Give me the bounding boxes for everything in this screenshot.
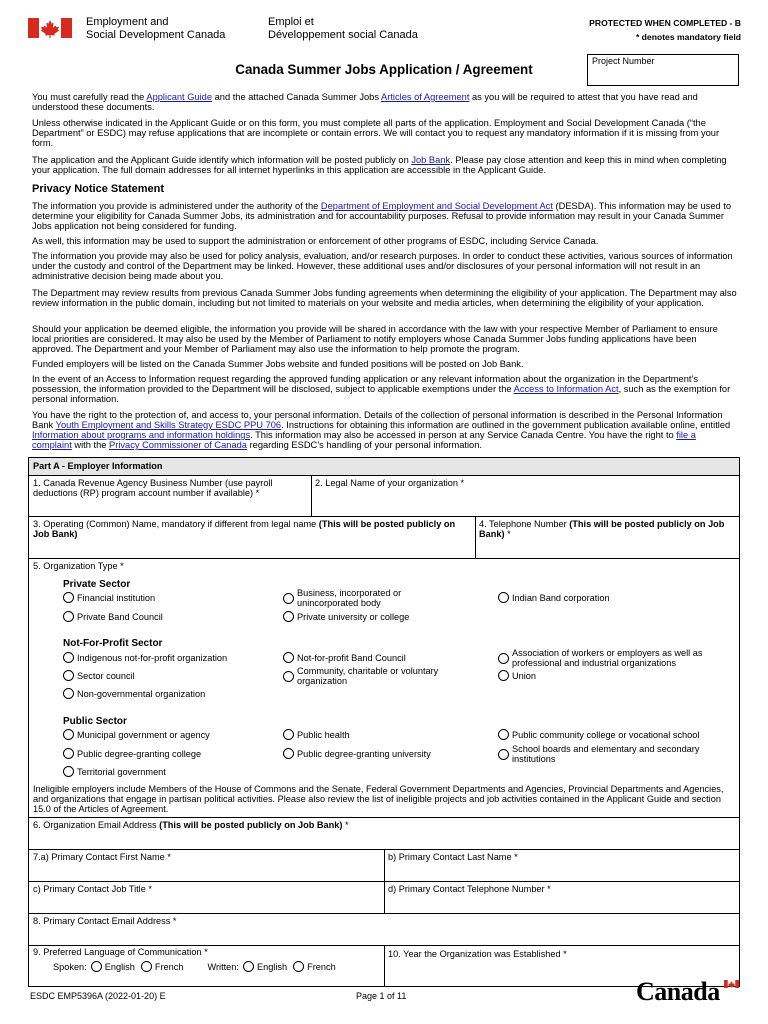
radio-button[interactable] <box>63 652 74 663</box>
text: , such as the exemption for personal information. <box>32 384 731 404</box>
department-fr-line1: Emploi et <box>268 16 314 28</box>
text: with the <box>71 440 110 450</box>
privacy-paragraph-4: The Department may review results from previous Canada Summer Jobs funding agreements when determining the eligibility of your application. The Department may also review information in the public domain, including but not limited to materials on your website and media articles, when determining the eligibility of your application. <box>32 288 737 308</box>
info-programs-link[interactable]: Information about programs and information holdings <box>32 430 251 440</box>
telephone-field[interactable] <box>479 519 735 539</box>
divider <box>311 475 312 516</box>
privacy-paragraph-2: As well, this information may be used to support the administration or enforcement of other programs of ESDC, including Service Canada. <box>32 236 599 246</box>
written-french-radio[interactable] <box>293 961 304 972</box>
option-label: Community, charitable or voluntary organization <box>297 666 439 686</box>
text: 4. Telephone Number <box>479 519 570 529</box>
radio-button[interactable] <box>63 592 74 603</box>
intro-paragraph-1 <box>32 92 738 112</box>
opt-private-band-council[interactable] <box>63 611 163 622</box>
option-label: Indigenous not-for-profit organization <box>77 652 228 663</box>
opt-sector-council[interactable] <box>63 670 135 681</box>
protected-label: PROTECTED WHEN COMPLETED - B <box>589 18 741 28</box>
spoken-label: Spoken: <box>53 961 87 972</box>
page-title: Canada Summer Jobs Application / Agreement <box>235 62 533 77</box>
radio-button[interactable] <box>283 748 294 759</box>
divider <box>384 849 385 913</box>
page-number: Page 1 of 11 <box>356 991 407 1001</box>
desda-link[interactable]: Department of Employment and Social Development Act <box>320 201 553 211</box>
radio-button[interactable] <box>498 749 509 760</box>
contact-last-name-field[interactable]: b) Primary Contact Last Name * <box>388 852 518 862</box>
option-label: Union <box>512 670 537 681</box>
radio-button[interactable] <box>63 670 74 681</box>
privacy-paragraph-6: Funded employers will be listed on the Canada Summer Jobs website and funded positions will be posted on Job Bank. <box>32 359 524 369</box>
text: In the event of an Access to Information request regarding the approved funding application or any relevant information about the organization in the Department’s possession, the information provided to the Department will be disclosed, subject to applicable exemptions under the <box>32 374 699 394</box>
canada-wordmark: Canada <box>636 977 720 1006</box>
text: . This information may also be accessed in person at any Service Canada Centre. You have the right to <box>250 430 677 440</box>
opt-public-health[interactable] <box>283 729 350 740</box>
divider <box>29 913 739 914</box>
year-established-field[interactable]: 10. Year the Organization was Established * <box>388 949 567 959</box>
contact-telephone-field[interactable]: d) Primary Contact Telephone Number * <box>388 884 551 894</box>
opt-municipal[interactable] <box>63 729 210 740</box>
project-number-label: Project Number <box>592 56 655 66</box>
organization-type-label: 5. Organization Type * <box>33 561 124 571</box>
divider <box>29 475 739 476</box>
text: regarding ESDC’s handling of your personal information. <box>246 440 482 450</box>
privacy-heading: Privacy Notice Statement <box>32 183 165 195</box>
text: * <box>342 820 349 830</box>
department-en-line1: Employment and <box>86 16 169 28</box>
nfp-sector-heading: Not-For-Profit Sector <box>63 638 163 649</box>
text: and the attached Canada Summer Jobs <box>212 92 382 102</box>
opt-private-university[interactable] <box>283 611 409 622</box>
option-label: Territorial government <box>77 766 166 777</box>
radio-button[interactable] <box>498 653 509 664</box>
department-en-line2: Social Development Canada <box>86 29 226 41</box>
opt-association[interactable] <box>498 648 718 668</box>
written-english-radio[interactable] <box>243 961 254 972</box>
text: (DESDA). This information may be used to determine your eligibility for Canada Summer Jobs, its administration and for accountability purposes. Refusal to provide information may result in your Canada Summer Jobs application not being considered for funding. <box>32 201 732 231</box>
opt-school-boards[interactable] <box>498 744 723 764</box>
opt-degree-university[interactable] <box>283 748 431 759</box>
written-label: Written: <box>207 961 239 972</box>
part-a-title: Part A - Employer Information <box>33 461 163 471</box>
opt-community[interactable] <box>283 666 463 686</box>
divider <box>29 817 739 818</box>
opt-union[interactable] <box>498 670 536 681</box>
privacy-commissioner-link[interactable]: Privacy Commissioner of Canada <box>109 440 247 450</box>
privacy-paragraph-5: Should your application be deemed eligible, the information you provide will be shared in accordance with the law with your respective Member of Parliament to ensure local priorities are considered. It may also be used by the Member of Parliament to notify employers whose Canada Summer Jobs funding applications have been approved. The Department and your Member of Parliament may also use the information to help promote the program. <box>32 324 718 354</box>
option-label: French <box>307 961 336 972</box>
radio-button[interactable] <box>498 670 509 681</box>
divider <box>29 516 739 517</box>
intro-paragraph-2: Unless otherwise indicated in the Applicant Guide or on this form, you must complete all parts of the application. Employment and Social Development Canada (“the Department” or ESDC) may refuse applications that are incomplete or contain errors. We will contact you to request any mandatory information if it is missing from your form. <box>32 118 720 148</box>
radio-button[interactable] <box>63 611 74 622</box>
text: (This will be posted publicly on Job Bank) <box>159 820 343 830</box>
option-label: Public health <box>297 729 350 740</box>
opt-indigenous-nfp[interactable] <box>63 652 227 663</box>
canada-flag-icon <box>28 18 72 38</box>
spoken-french-radio[interactable] <box>141 961 152 972</box>
department-name-fr <box>268 16 418 42</box>
divider <box>384 945 385 987</box>
radio-button[interactable] <box>63 688 74 699</box>
option-label: Private Band Council <box>77 611 163 622</box>
text: (This will be posted publicly on Job Bank) <box>479 519 725 539</box>
option-label: Public degree-granting college <box>77 748 202 759</box>
department-fr-line2: Développement social Canada <box>268 29 418 41</box>
radio-button[interactable] <box>63 748 74 759</box>
option-label: Association of workers or employers as well as professional and industrial organizations <box>512 648 703 668</box>
text: 3. Operating (Common) Name, mandatory if different from legal name <box>33 519 319 529</box>
divider <box>29 558 739 559</box>
ineligible-note: Ineligible employers include Members of the House of Commons and the Senate, Federal Government Departments and Agencies, Provincial Departments and Agencies, and organizations that engage in partisan political activities. Please also review the list of ineligible projects and job activities contained in the Applicant Guide and section 15.0 of the Articles of Agreement. <box>33 784 724 814</box>
option-label: Financial institution <box>77 592 156 603</box>
radio-button[interactable] <box>498 592 509 603</box>
intro-paragraph-3 <box>32 155 738 175</box>
opt-degree-college[interactable] <box>63 748 201 759</box>
opt-territorial[interactable] <box>63 766 166 777</box>
text: 6. Organization Email Address <box>33 820 160 830</box>
opt-nfp-band-council[interactable] <box>283 652 406 663</box>
option-label: Non-governmental organization <box>77 688 206 699</box>
option-label: English <box>104 961 135 972</box>
option-label: Business, incorporated or unincorporated body <box>297 588 402 608</box>
opt-business[interactable] <box>283 588 443 608</box>
opt-financial-institution[interactable] <box>63 592 155 603</box>
radio-button[interactable] <box>283 611 294 622</box>
legal-name-field[interactable]: 2. Legal Name of your organization * <box>315 478 465 488</box>
text: . Instructions for obtaining this information are outlined in the government publication available online, entitled <box>281 420 731 430</box>
privacy-paragraph-8 <box>32 410 738 450</box>
radio-button[interactable] <box>283 671 294 682</box>
option-label: English <box>256 961 288 972</box>
option-label: French <box>154 961 184 972</box>
access-to-information-link[interactable]: Access to Information Act <box>513 384 619 394</box>
text: The application and the Applicant Guide identify which information will be posted publicly on <box>32 155 412 165</box>
articles-of-agreement-link[interactable]: Articles of Agreement <box>381 92 470 102</box>
text: You have the right to the protection of, and access to, your personal information. Details of the collection of personal information is described in the Personal Information Bank <box>32 410 723 430</box>
org-email-field[interactable] <box>33 820 733 830</box>
language-options <box>53 961 336 972</box>
part-a-form <box>28 457 740 987</box>
applicant-guide-link[interactable]: Applicant Guide <box>146 92 213 102</box>
option-label: School boards and elementary and secondary institutions <box>512 744 700 764</box>
mandatory-note: * denotes mandatory field <box>635 32 741 42</box>
option-label: Indian Band corporation <box>512 592 610 603</box>
yess-bank-link[interactable]: Youth Employment and Skills Strategy ESDC PPU 706 <box>55 420 282 430</box>
business-number-field[interactable]: 1. Canada Revenue Agency Business Number (use payroll deductions (RP) program account number if available) * <box>33 478 273 498</box>
text: You must carefully read the <box>32 92 147 102</box>
option-label: Municipal government or agency <box>77 729 210 740</box>
divider <box>475 516 476 558</box>
radio-button[interactable] <box>63 766 74 777</box>
text: * <box>504 529 511 539</box>
job-bank-link[interactable]: Job Bank <box>411 155 451 165</box>
text: The information you provide is administered under the authority of the <box>32 201 321 211</box>
contact-first-name-field[interactable]: 7.a) Primary Contact First Name * <box>33 852 171 862</box>
department-name-en <box>86 16 225 42</box>
private-sector-heading: Private Sector <box>63 579 131 590</box>
text: (This will be posted publicly on Job Bank) <box>33 519 456 539</box>
option-label: Public degree-granting university <box>297 748 431 759</box>
opt-public-college[interactable] <box>498 729 699 740</box>
privacy-paragraph-1 <box>32 201 738 231</box>
option-label: Public community college or vocational school <box>512 729 700 740</box>
option-label: Private university or college <box>297 611 410 622</box>
option-label: Not-for-profit Band Council <box>297 652 406 663</box>
spoken-english-radio[interactable] <box>91 961 102 972</box>
radio-button[interactable] <box>498 729 509 740</box>
operating-name-field[interactable] <box>33 519 463 539</box>
file-complaint-link[interactable]: file a complaint <box>32 430 696 450</box>
preferred-language-label: 9. Preferred Language of Communication * <box>33 947 208 957</box>
form-code: ESDC EMP5396A (2022-01-20) E <box>30 991 166 1001</box>
radio-button[interactable] <box>283 729 294 740</box>
contact-email-field[interactable]: 8. Primary Contact Email Address * <box>33 916 177 926</box>
option-label: Sector council <box>77 670 135 681</box>
radio-button[interactable] <box>283 652 294 663</box>
radio-button[interactable] <box>63 729 74 740</box>
privacy-paragraph-3: The information you provide may also be used for policy analysis, evaluation, and/or research purposes. In order to conduct these activities, various sources of information under the custody and control of the Department may be linked. However, these additional uses and/or disclosures of your personal information will not result in an administrative decision being made about you. <box>32 251 733 281</box>
contact-job-title-field[interactable]: c) Primary Contact Job Title * <box>33 884 152 894</box>
opt-indian-band-corporation[interactable] <box>498 592 610 603</box>
opt-ngo[interactable] <box>63 688 205 699</box>
privacy-paragraph-7 <box>32 374 738 404</box>
text: as you will be required to attest that you have read and understood these documents. <box>32 92 698 112</box>
canada-wordmark-flag-icon <box>724 980 739 988</box>
text: . Please pay close attention and keep this in mind when completing your application. The full domain addresses for all internet hyperlinks in this application are accessible in the Applicant Guide. <box>32 155 727 175</box>
radio-button[interactable] <box>283 593 294 604</box>
public-sector-heading: Public Sector <box>63 716 127 727</box>
protection-notice <box>589 16 741 44</box>
